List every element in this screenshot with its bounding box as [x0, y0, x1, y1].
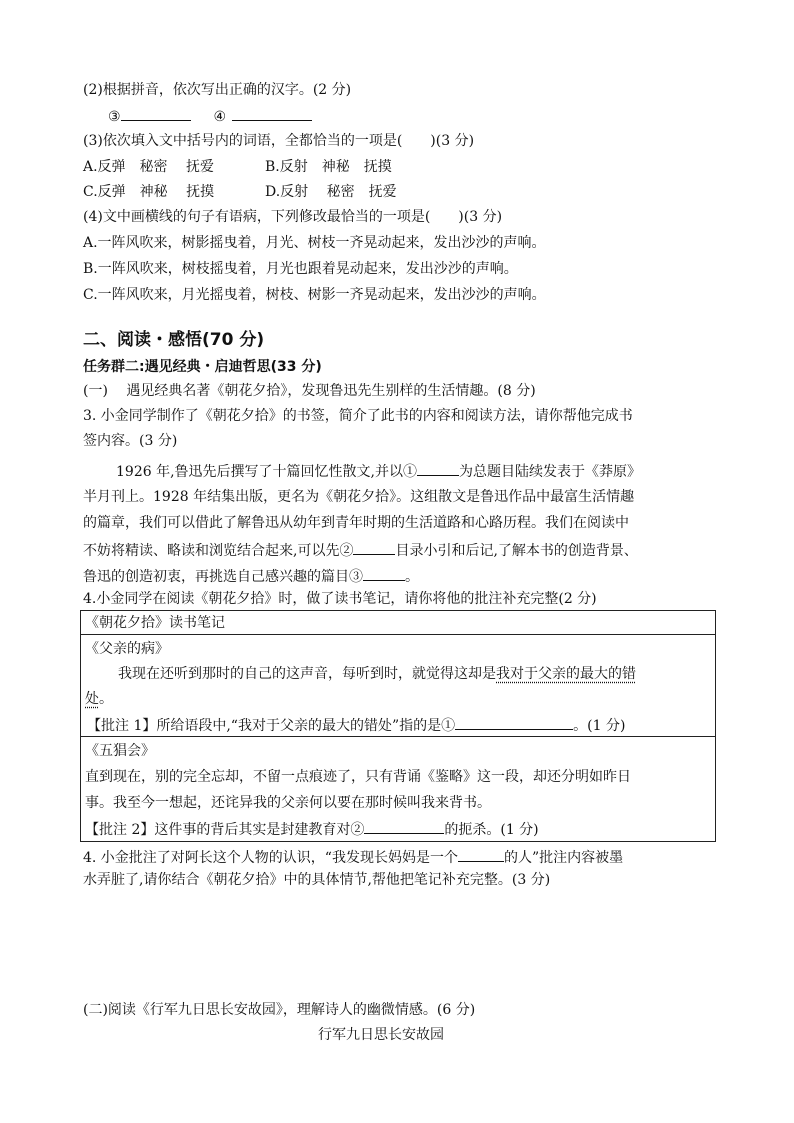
notes-subtitle-father: 《父亲的病》: [85, 641, 169, 657]
q4-option-a: A.一阵风吹来，树影摇曳着，月光、树枝一齐晃动起来，发出沙沙的声响。: [83, 235, 546, 251]
q3-option-c: C.反弹 神秘 抚摸: [83, 184, 215, 200]
q4-stem: (4)文中画横线的句子有语病，下列修改最恰当的一项是( )(3 分): [83, 209, 503, 225]
bookmark-blank-3[interactable]: [363, 565, 405, 581]
bookmark-para-line3: 的篇章，我们可以借此了解鲁迅从幼年到青年时期的生活道路和心路历程。我们在阅读中: [83, 515, 629, 531]
notes-quote-festival-line1: 直到现在，别的完全忘却，不留一点痕迹了，只有背诵《鉴略》这一段，却还分明如昨日: [85, 769, 631, 785]
notes-divider-1: [80, 634, 716, 635]
annotation-1-blank[interactable]: [455, 714, 573, 730]
q3-option-b: B.反射 神秘 抚摸: [265, 159, 392, 175]
bookmark-question-line1: 3. 小金同学制作了《朝花夕拾》的书签，简介了此书的内容和阅读方法，请你帮他完成书: [83, 408, 633, 424]
q2-blank-3[interactable]: [121, 105, 191, 121]
task-group-title: 任务群二:遇见经典・启迪哲思(33 分): [83, 359, 322, 375]
q4-option-c: C.一阵风吹来，月光摇曳着，树枝、树影一齐晃动起来，发出沙沙的声响。: [83, 287, 546, 303]
changma-blank[interactable]: [458, 846, 504, 862]
notes-quote-festival-line2: 事。我至今一想起，还诧异我的父亲何以要在那时候叫我来背书。: [85, 795, 491, 811]
q2-stem: (2)根据拼音，依次写出正确的汉字。(2 分): [83, 82, 352, 98]
notes-quote-father-line2: 处。: [85, 691, 113, 707]
part1-intro: (一) 遇见经典名著《朝花夕拾》，发现鲁迅先生别样的生活情趣。(8 分): [83, 383, 536, 399]
q3-stem: (3)依次填入文中括号内的词语，全都恰当的一项是( )(3 分): [83, 133, 475, 149]
q2-blank-4[interactable]: [232, 105, 312, 121]
bookmark-para-line1: 1926 年,鲁迅先后撰写了十篇回忆性散文,并以① 为总题目陆续发表于《莽原》: [116, 460, 641, 482]
notes-annotation-1: 【批注 1】所给语段中,“我对于父亲的最大的错处”指的是① 。(1 分): [87, 714, 625, 736]
notes-subtitle-festival: 《五猖会》: [85, 743, 155, 759]
bookmark-question-line2: 签内容。(3 分): [83, 433, 178, 449]
bookmark-blank-1[interactable]: [417, 460, 459, 476]
notes-quote-father-line1: 我现在还听到那时的自己的这声音，每听到时，就觉得这却是我对于父亲的最大的错: [118, 666, 636, 682]
q4-option-b: B.一阵风吹来，树枝摇曳着，月光也跟着晃动起来，发出沙沙的声响。: [83, 261, 518, 277]
changma-question-line2: 水弄脏了,请你结合《朝花夕拾》中的具体情节,帮他把笔记补充完整。(3 分): [83, 872, 551, 888]
part2-intro: (二)阅读《行军九日思长安故园》，理解诗人的幽微情感。(6 分): [83, 1002, 476, 1018]
notes-box-title: 《朝花夕拾》读书笔记: [85, 615, 225, 631]
q2-answers: [108, 105, 312, 127]
q3-option-d: D.反射 秘密 抚爱: [265, 184, 397, 200]
bookmark-para-line5: 鲁迅的创造初衷，再挑选自己感兴趣的篇目③ 。: [83, 565, 419, 587]
notes-question-stem: 4.小金同学在阅读《朝花夕拾》时，做了读书笔记，请你将他的批注补充完整(2 分): [83, 591, 597, 607]
bookmark-blank-2[interactable]: [353, 539, 395, 555]
notes-divider-2: [80, 736, 716, 737]
annotation-2-blank[interactable]: [364, 818, 444, 834]
bookmark-para-line2: 半月刊上。1928 年结集出版，更名为《朝花夕拾》。这组散文是鲁迅作品中最富生活情趣: [83, 489, 635, 505]
q2-marker-4: ④: [213, 109, 227, 125]
q3-option-a: A.反弹 秘密 抚爱: [83, 159, 215, 175]
section-title: 二、阅读・感悟(70 分): [83, 330, 265, 350]
poem-title: 行军九日思长安故园: [318, 1027, 444, 1043]
changma-question-line1: 4. 小金批注了对阿长这个人物的认识，“我发现长妈妈是一个 的人”批注内容被墨: [83, 846, 623, 868]
q2-marker-3: ③: [108, 109, 121, 125]
bookmark-para-line4: 不妨将精读、略读和浏览结合起来,可以先② 目录小引和后记,了解本书的创造背景、: [83, 539, 638, 561]
notes-annotation-2: 【批注 2】这件事的背后其实是封建教育对② 的扼杀。(1 分): [85, 818, 539, 840]
